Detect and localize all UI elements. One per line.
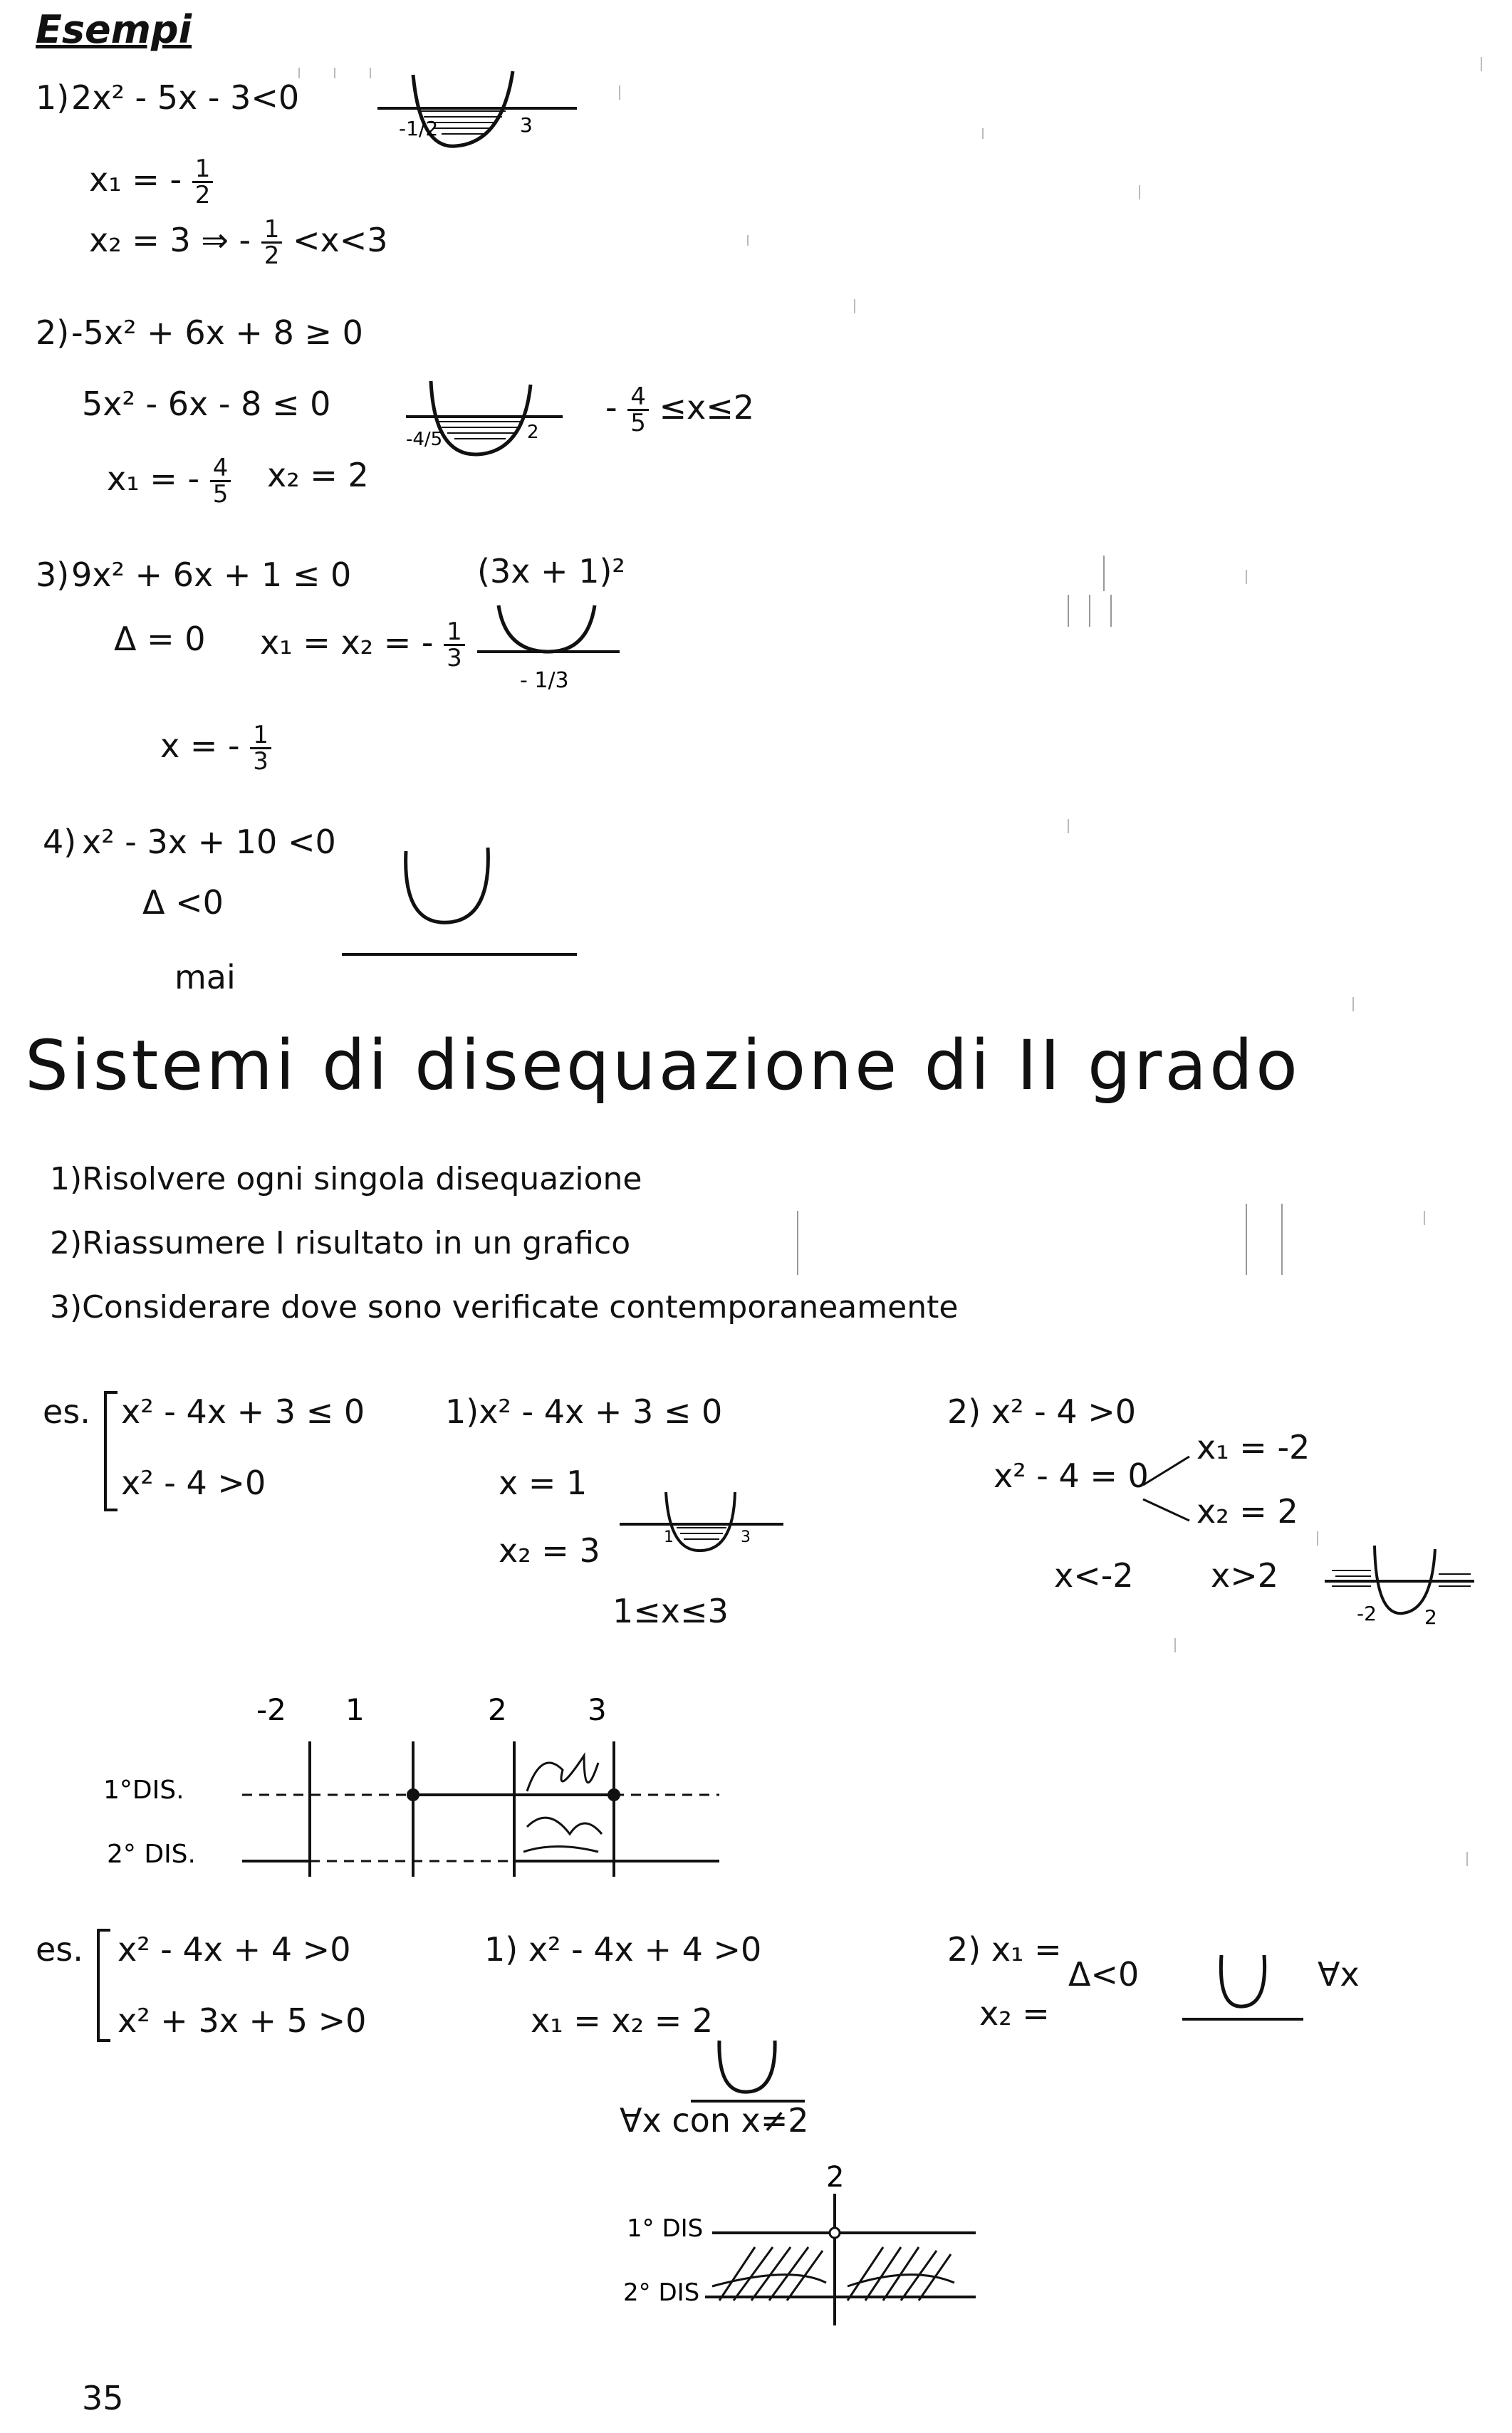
system-1-solution-1-graph [612,1485,791,1563]
table-2-row-2-label: 2° DIS [623,2278,700,2307]
step-3: 3)Considerare dove sono verificate contemporaneamente [50,1289,959,1325]
system-1-graph-1-label-left: 1 [664,1528,674,1546]
example-1-inequality: 2x² - 5x - 3<0 [71,78,300,117]
system-2-solution-2-label: 2) x₁ = [947,1930,1062,1969]
system-1-prefix: es. [43,1392,90,1431]
system-2-solution-2-delta: Δ<0 [1068,1955,1140,1994]
example-4-label: 4) [43,823,77,861]
example-1-solution-fraction: $\frac{1}{2}$ [261,217,283,268]
table-2-row-1-label: 1° DIS [627,2214,704,2243]
system-1-solution-1-result: 1≤x≤3 [612,1592,729,1630]
system-1-solution-2-graph [1318,1542,1481,1635]
example-4-inequality: x² - 3x + 10 <0 [82,823,336,861]
system-1-graph-2-label-left: -2 [1357,1602,1377,1625]
example-2-solution: - $\frac{4}{5}$ ≤x≤2 [605,382,755,437]
page-heading: Esempi [36,7,192,52]
example-2-graph-label-left: -4/5 [406,429,443,450]
example-1-fraction: $\frac{1}{2}$ [192,157,214,207]
system-2-solution-2-graph [1175,1948,1310,2026]
system-1-solution-2-x1: x₁ = -2 [1196,1428,1310,1466]
example-3-delta: Δ = 0 [114,620,206,658]
example-2-fraction: $\frac{4}{5}$ [210,456,231,506]
example-2-root-x1: x₁ = - $\frac{4}{5}$ [107,456,231,506]
example-2-parabola-graph [399,370,570,477]
example-3-graph-label: - 1/3 [520,668,569,693]
system-2-sign-table [612,2158,983,2329]
example-4-parabola-graph [335,840,591,962]
example-3-square: (3x + 1)² [477,552,625,590]
example-3-fraction: $\frac{1}{3}$ [444,620,465,670]
system-2-solution-1-result: ∀x con x≠2 [620,2101,809,2140]
system-2-solution-2-x2: x₂ = [979,1994,1050,2033]
example-3-inequality: 9x² + 6x + 1 ≤ 0 [71,556,352,594]
example-4-solution: mai [174,958,236,996]
system-1-solution-2-result-1: x<-2 [1054,1556,1134,1595]
example-1-parabola-graph [370,64,584,171]
system-1-solution-1-x2: x₂ = 3 [499,1531,600,1570]
system-1-solution-2-branch [1140,1449,1196,1528]
system-1-solution-2-label: 2) x² - 4 >0 [947,1392,1137,1431]
example-4-delta: Δ <0 [142,883,224,922]
table-1-row-1-label: 1°DIS. [103,1776,184,1805]
system-2-solution-1-roots: x₁ = x₂ = 2 [531,2001,714,2040]
system-1-solution-2-result-2: x>2 [1211,1556,1279,1595]
system-2-solution-1-graph [684,2033,812,2112]
example-1-root-x1: x₁ = - $\frac{1}{2}$ [89,157,213,207]
step-2: 2)Riassumere I risultato in un grafico [50,1225,631,1261]
table-1-tick-minus-2: -2 [256,1692,286,1727]
system-2-solution-1-label: 1) x² - 4x + 4 >0 [484,1930,762,1969]
system-1-solution-1-label: 1)x² - 4x + 3 ≤ 0 [445,1392,723,1431]
system-2-prefix: es. [36,1930,83,1969]
system-2-equation-1: x² - 4x + 4 >0 [118,1930,351,1969]
system-1-solution-1-x1: x = 1 [499,1464,588,1502]
example-2-line2: 5x² - 6x - 8 ≤ 0 [82,385,331,423]
system-1-equation-2: x² - 4 >0 [121,1464,266,1502]
example-2-graph-label-right: 2 [527,422,539,443]
system-1-equation-1: x² - 4x + 3 ≤ 0 [121,1392,365,1431]
system-1-graph-1-label-right: 3 [741,1528,751,1546]
page-number: 35 [82,2379,124,2417]
example-1-root-x2: x₂ = 3 ⇒ - $\frac{1}{2}$ <x<3 [89,215,388,270]
section-title: Sistemi di disequazione di II grado [25,1026,1300,1105]
example-2-inequality: -5x² + 6x + 8 ≥ 0 [71,313,363,352]
system-1-solution-2-x2: x₂ = 2 [1196,1492,1298,1531]
example-2-solution-fraction: $\frac{4}{5}$ [627,385,649,435]
system-1-bracket [100,1389,121,1517]
table-1-tick-2: 2 [488,1692,507,1727]
table-1-row-2-label: 2° DIS. [107,1840,196,1869]
example-2-label: 2) [36,313,70,352]
example-3-parabola-graph [470,591,627,712]
system-1-solution-2-eq: x² - 4 = 0 [994,1457,1149,1495]
system-2-bracket [93,1927,114,2048]
example-1-graph-label-right: 3 [520,113,533,137]
table-1-tick-1: 1 [345,1692,365,1727]
example-3-solution-fraction: $\frac{1}{3}$ [250,723,271,773]
table-1-tick-3: 3 [588,1692,607,1727]
example-3-solution: x = - $\frac{1}{3}$ [160,723,271,773]
table-2-tick-2: 2 [826,2161,845,2194]
system-2-solution-2-result: ∀x [1318,1955,1360,1994]
system-1-graph-2-label-right: 2 [1424,1605,1437,1629]
example-1-label: 1) [36,78,70,117]
example-3-roots: x₁ = x₂ = - $\frac{1}{3}$ [260,620,465,670]
example-3-label: 3) [36,556,70,594]
example-1-graph-label-left: -1/2 [399,117,439,140]
step-1: 1)Risolvere ogni singola disequazione [50,1161,642,1197]
system-2-equation-2: x² + 3x + 5 >0 [118,2001,367,2040]
example-2-root-x2: x₂ = 2 [267,456,369,494]
system-1-sign-table [100,1692,741,1884]
